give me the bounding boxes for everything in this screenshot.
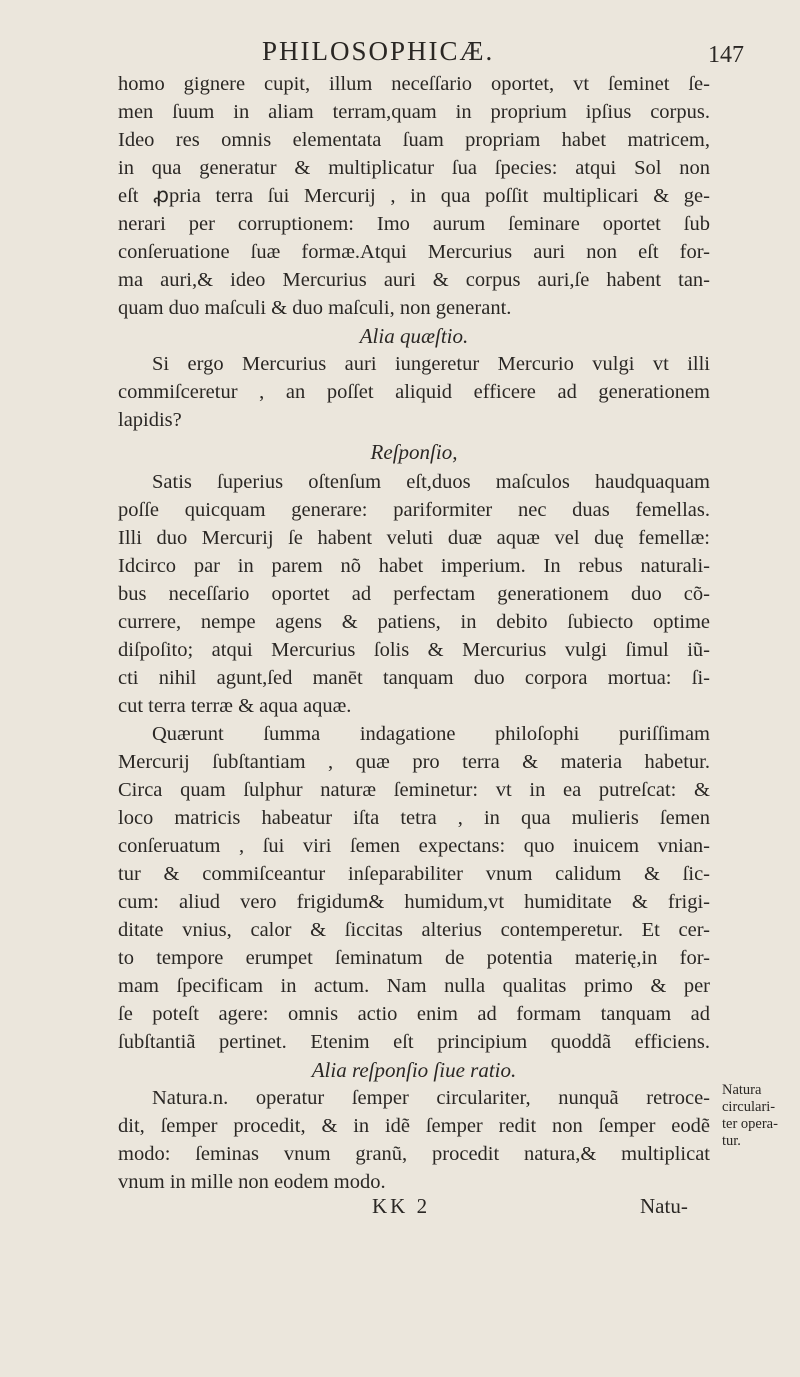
text-line: loco matricis habeatur iſta tetra , in qua mulieris ſemen xyxy=(118,807,710,829)
text-line: ſe poteſt agere: omnis actio enim ad formam tanquam ad xyxy=(118,1003,710,1025)
text-line: conſeruatum , ſui viri ſemen expectans: quo inuicem vnian- xyxy=(118,835,710,857)
text-line: dit, ſemper procedit, & in idẽ ſemper redit non ſemper eodẽ xyxy=(118,1115,710,1137)
text-line: ditate vnius, calor & ſiccitas alterius contemperetur. Et cer- xyxy=(118,919,710,941)
text-line: modo: ſeminas vnum granũ, procedit natura,& multiplicat xyxy=(118,1143,710,1165)
page-footer xyxy=(0,1194,800,1224)
text-line: Idcirco par in parem nõ habet imperium. In rebus naturali- xyxy=(118,555,710,577)
text-line: ſubſtantiã pertinet. Etenim eſt principium quoddã efficiens. xyxy=(118,1031,710,1053)
text-line: Illi duo Mercurij ſe habent veluti duæ aquæ vel duę femellæ: xyxy=(118,527,710,549)
text-line: Si ergo Mercurius auri iungeretur Mercurio vulgi vt illi xyxy=(152,353,710,375)
text-line: eſt ꝓpria terra ſui Mercurij , in qua poſſit multiplicari & ge- xyxy=(118,185,710,207)
text-line: nerari per corruptionem: Imo aurum ſeminare oportet ſub xyxy=(118,213,710,235)
text-line: ma auri,& ideo Mercurius auri & corpus auri,ſe habent tan- xyxy=(118,269,710,291)
running-title: PHILOSOPHICÆ. xyxy=(262,36,495,66)
text-line: quam duo maſculi & duo maſculi, non generant. xyxy=(118,297,512,319)
text-line: Satis ſuperius oſtenſum eſt,duos maſculos haudquaquam xyxy=(152,471,710,493)
text-line: tur & commiſceantur inſeparabiliter vnum calidum & ſic- xyxy=(118,863,710,885)
text-line: Mercurij ſubſtantiam , quæ pro terra & materia habetur. xyxy=(118,751,710,773)
text-line: homo gignere cupit, illum neceſſario oportet, vt ſeminet ſe- xyxy=(118,73,710,95)
text-line: Circa quam ſulphur naturæ ſeminetur: vt in ea putreſcat: & xyxy=(118,779,710,801)
margin-note-line: Natura xyxy=(722,1082,762,1098)
text-line: Natura.n. operatur ſemper circulariter, nunquã retroce- xyxy=(152,1087,710,1109)
text-line: cum: aliud vero frigidum& humidum,vt humiditate & frigi- xyxy=(118,891,710,913)
margin-note xyxy=(722,1082,794,1150)
section-heading: Alia quæſtio. xyxy=(359,324,469,348)
signature-mark: KK 2 xyxy=(372,1194,431,1218)
text-line: commiſceretur , an poſſet aliquid efficere ad generationem xyxy=(118,381,710,403)
text-line: in qua generatur & multiplicatur ſua ſpecies: atqui Sol non xyxy=(118,157,710,179)
text-line: conſeruatione ſuæ formæ.Atqui Mercurius auri non eſt for- xyxy=(118,241,710,263)
text-line: to tempore erumpet ſeminatum de potentia materię,in for- xyxy=(118,947,710,969)
text-line: men ſuum in aliam terram,quam in proprium ipſius corpus. xyxy=(118,101,710,123)
section-heading: Reſponſio, xyxy=(370,440,458,464)
text-line: Ideo res omnis elementata ſuam propriam habet matricem, xyxy=(118,129,710,151)
text-line: bus neceſſario oportet ad perfectam generationem duo cõ- xyxy=(118,583,710,605)
text-line: diſpoſito; atqui Mercurius ſolis & Mercurius vulgi ſimul iũ- xyxy=(118,639,710,661)
text-line: mam ſpecificam in actum. Nam nulla qualitas primo & per xyxy=(118,975,710,997)
text-line: cut terra terræ & aqua aquæ. xyxy=(118,695,352,717)
margin-note-line: tur. xyxy=(722,1133,741,1149)
section-heading: Alia reſponſio ſiue ratio. xyxy=(311,1058,517,1082)
page-number: 147 xyxy=(708,42,744,68)
text-line: lapidis? xyxy=(118,409,182,431)
text-line: cti nihil agunt,ſed manēt tanquam duo corpora mortua: ſi- xyxy=(118,667,710,689)
text-line: currere, nempe agens & patiens, in debito ſubiecto optime xyxy=(118,611,710,633)
catchword: Natu- xyxy=(640,1194,688,1218)
text-line: poſſe quicquam generare: pariformiter nec duas femellas. xyxy=(118,499,710,521)
margin-note-line: ter opera- xyxy=(722,1116,778,1132)
text-line: Quærunt ſumma indagatione philoſophi puriſſimam xyxy=(152,723,710,745)
margin-note-line: circulari- xyxy=(722,1099,776,1115)
text-line: vnum in mille non eodem modo. xyxy=(118,1171,386,1193)
